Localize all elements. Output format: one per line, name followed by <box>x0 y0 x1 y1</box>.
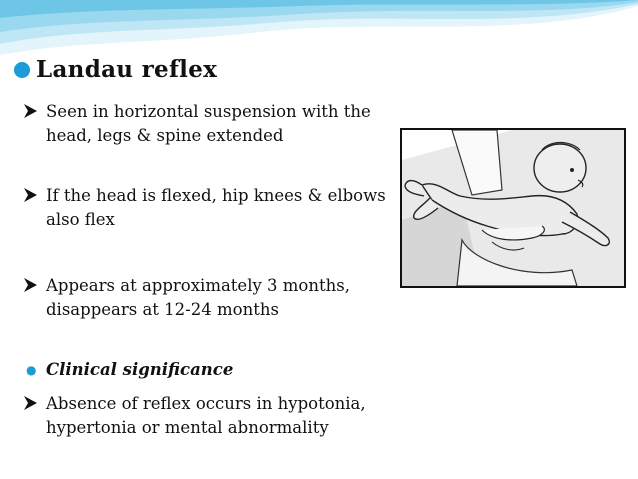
arrow-bullet-icon <box>22 276 40 294</box>
bullet-point-2 <box>22 184 412 232</box>
clinical-significance-subheading <box>22 358 233 382</box>
landau-reflex-illustration <box>400 128 626 288</box>
decorative-wave-header <box>0 0 638 60</box>
bullet-text: Absence of reflex occurs in hypotonia, hypertonia or mental abnormality <box>46 394 366 437</box>
arrow-bullet-icon <box>22 394 40 412</box>
heading-text: Landau reflex <box>36 56 218 83</box>
bullet-text: Appears at approximately 3 months, disappears at 12-24 months <box>46 276 350 319</box>
bullet-point-3 <box>22 274 412 322</box>
circle-bullet-icon <box>14 62 30 78</box>
small-dot-bullet-icon: ● <box>26 363 37 377</box>
bullet-point-1 <box>22 100 412 148</box>
slide-heading <box>14 56 217 83</box>
arrow-bullet-icon <box>22 186 40 204</box>
bullet-text: Seen in horizontal suspension with the head, legs & spine extended <box>46 102 371 145</box>
subheading-text: Clinical significance <box>46 360 234 379</box>
infant-illustration-icon <box>402 130 624 286</box>
bullet-point-4 <box>22 392 412 440</box>
bullet-text: If the head is flexed, hip knees & elbows also flex <box>46 186 386 229</box>
arrow-bullet-icon <box>22 102 40 120</box>
